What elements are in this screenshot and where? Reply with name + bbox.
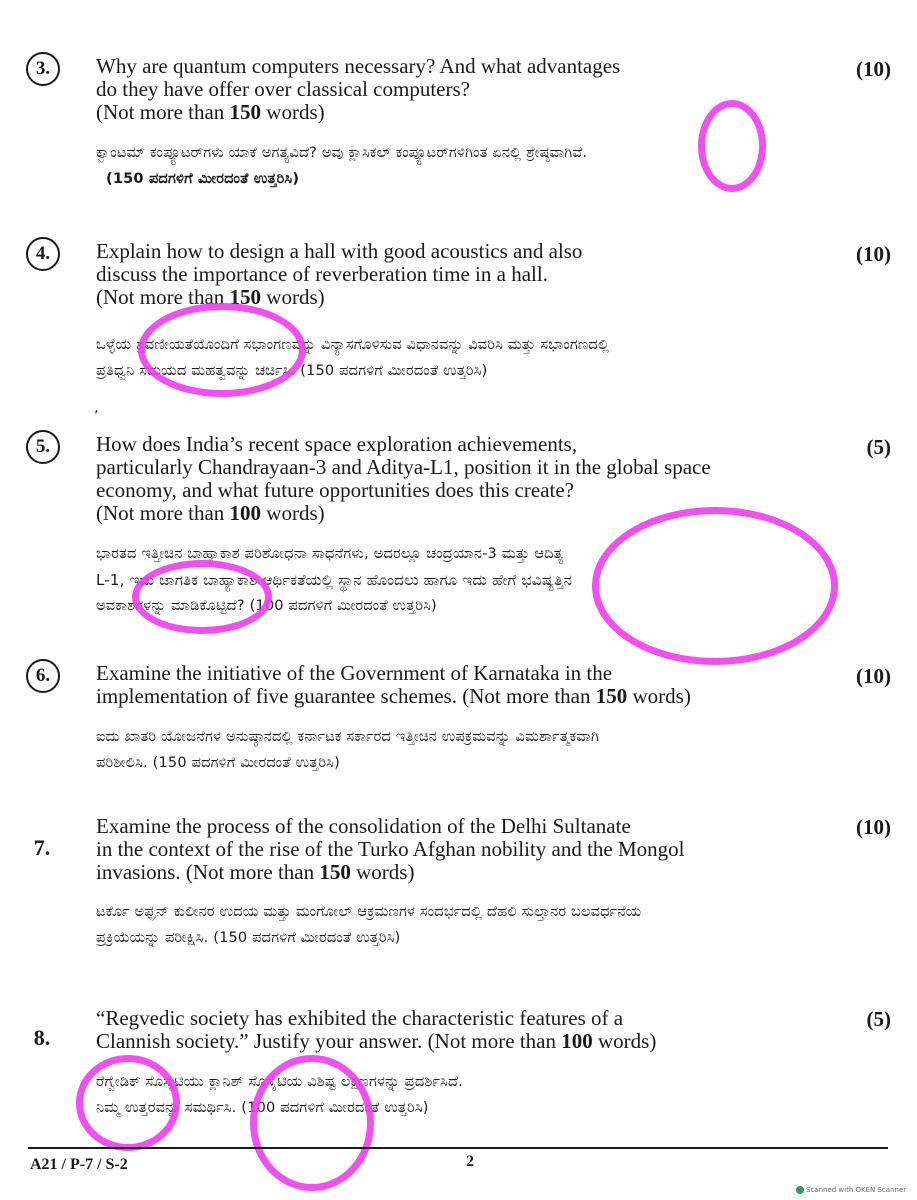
en-line: Explain how to design a hall with good acoustics and also — [96, 239, 583, 263]
en-line: Examine the process of the consolidation of the Delhi Sultanate — [96, 814, 631, 838]
page-number: 2 — [466, 1153, 474, 1170]
en-line: in the context of the rise of the Turko Afghan nobility and the Mongol — [96, 837, 685, 861]
en-line: How does India’s recent space exploration achievements, — [96, 432, 578, 456]
paper-code: A21 / P-7 / S-2 — [30, 1156, 128, 1173]
en-line: “Regvedic society has exhibited the characteristic features of a — [96, 1006, 624, 1030]
kn-line: ಭಾರತದ ಇತ್ತೀಚಿನ ಬಾಹ್ಯಾಕಾಶ ಪರಿಶೋಧನಾ ಸಾಧನೆಗಳು, ಅದರಲ್ಲೂ ಚಂದ್ರಯಾನ-3 ಮತ್ತು ಆದಿತ್ಯ — [96, 546, 564, 562]
question-number: 3. — [26, 52, 60, 86]
kn-line: ಪ್ರಕ್ರಿಯೆಯನ್ನು ಪರೀಕ್ಷಿಸಿ. (150 ಪದಗಳಿಗೆ ಮೀರದಂತೆ ಉತ್ತರಿಸಿ) — [96, 930, 401, 946]
question-marks: (10) — [856, 664, 891, 688]
en-line: Why are quantum computers necessary? And what advantages — [96, 54, 621, 78]
kn-line: ಪ್ರತಿಧ್ವನಿ ಸಮಯದ ಮಹತ್ವವನ್ನು ಚರ್ಚಿಸಿ. (150 ಪದಗಳಿಗೆ ಮೀರದಂತೆ ಉತ್ತರಿಸಿ) — [96, 363, 488, 379]
kn-line: ಕ್ವಾಂಟಮ್ ಕಂಪ್ಯೂಟರ್‌ಗಳು ಯಾಕೆ ಅಗತ್ಯವಿದೆ? ಅವು ಕ್ಲಾಸಿಕಲ್ ಕಂಪ್ಯೂಟರ್‌ಗಳಿಗಿಂತ ಏನಲ್ಲಿ ಶ್ರೇಷ್ಠವಾಗಿವೆ. — [96, 145, 588, 161]
question-text-kn — [96, 332, 896, 384]
question-marks: (10) — [856, 242, 891, 266]
question-text-en — [96, 662, 836, 708]
word-limit: (Not more than 100 words) — [96, 501, 325, 525]
word-limit: Clannish society.” Justify your answer. (Not more than 100 words) — [96, 1029, 657, 1053]
question-text-en — [96, 240, 816, 309]
question-text-en — [96, 433, 836, 525]
question-number: 4. — [26, 237, 60, 271]
kn-line: ಅವಕಾಶಗಳನ್ನು ಮಾಡಿಕೊಟ್ಟಿದೆ? (100 ಪದಗಳಿಗೆ ಮೀರದಂತೆ ಉತ್ತರಿಸಿ) — [96, 598, 437, 614]
question-text-en — [96, 815, 836, 884]
word-limit: (Not more than 150 words) — [96, 285, 325, 309]
kn-line: ರೆಗ್ವೇಡಿಕ್ ಸೊಸೈಟಿಯು ಕ್ಲಾನಿಶ್ ಸೊಸೈಟಿಯ ವಿಶಿಷ್ಟ ಲಕ್ಷಣಗಳನ್ನು ಪ್ರದರ್ಶಿಸಿದೆ. — [96, 1074, 463, 1090]
question-text-kn — [96, 140, 896, 192]
question-marks: (5) — [866, 1007, 891, 1031]
en-line: do they have offer over classical computers? — [96, 77, 470, 101]
kn-line: ನಿಮ್ಮ ಉತ್ತರವನ್ನು ಸಮರ್ಥಿಸಿ. (100 ಪದಗಳಿಗೆ ಮೀರದಂತೆ ಉತ್ತರಿಸಿ) — [96, 1100, 429, 1116]
word-limit: (Not more than 150 words) — [96, 100, 325, 124]
en-line: particularly Chandrayaan-3 and Aditya-L1, position it in the global space — [96, 455, 711, 479]
question-marks: (10) — [856, 57, 891, 81]
question-text-kn — [96, 899, 896, 951]
question-text-kn — [96, 1069, 896, 1121]
word-limit: invasions. (Not more than 150 words) — [96, 860, 415, 884]
footer-rule — [28, 1147, 888, 1149]
scanner-logo-icon — [796, 1186, 804, 1194]
en-line: Examine the initiative of the Government of Karnataka in the — [96, 661, 613, 685]
question-marks: (5) — [866, 435, 891, 459]
question-number: 7. — [33, 835, 51, 860]
word-limit: implementation of five guarantee schemes. (Not more than 150 words) — [96, 684, 691, 708]
question-text-kn — [96, 541, 896, 619]
question-marks: (10) — [856, 815, 891, 839]
kn-line: ಒಳ್ಳೆಯ ಶ್ರವಣೀಯತೆಯೊಂದಿಗೆ ಸಭಾಂಗಣವನ್ನು ವಿನ್ಯಾಸಗೊಳಿಸುವ ವಿಧಾನವನ್ನು ವಿವರಿಸಿ ಮತ್ತು ಸಭಾಂಗಣದಲ್ಲಿ — [96, 337, 610, 353]
kn-line: ಟರ್ಕೊ ಅಫ್ಘನ್ ಕುಲೀನರ ಉದಯ ಮತ್ತು ಮಂಗೋಲ್ ಆಕ್ರಮಣಗಳ ಸಂದರ್ಭದಲ್ಲಿ ದೆಹಲಿ ಸುಲ್ತಾನರ ಬಲವರ್ಧನೆಯ — [96, 904, 642, 920]
en-line: economy, and what future opportunities does this create? — [96, 478, 574, 502]
question-number: 5. — [26, 430, 60, 464]
question-text-en — [96, 1007, 836, 1053]
kn-line: L-1, ಇದು ಜಾಗತಿಕ ಬಾಹ್ಯಾಕಾಶ ಆರ್ಥಿಕತೆಯಲ್ಲಿ ಸ್ಥಾನ ಹೊಂದಲು ಹಾಗೂ ಇದು ಹೇಗೆ ಭವಿಷ್ಯತ್ತಿನ — [96, 571, 573, 589]
scanner-watermark: Scanned with OKEN Scanner — [796, 1186, 906, 1194]
en-line: discuss the importance of reverberation time in a hall. — [96, 262, 548, 286]
kn-line: ಐದು ಖಾತರಿ ಯೋಜನೆಗಳ ಅನುಷ್ಠಾನದಲ್ಲಿ ಕರ್ನಾಟಕ ಸರ್ಕಾರದ ಇತ್ತೀಚಿನ ಉಪಕ್ರಮವನ್ನು ವಿಮರ್ಶಾತ್ಮಕವಾಗಿ — [96, 729, 600, 745]
kn-line: ಪರಿಶೀಲಿಸಿ. (150 ಪದಗಳಿಗೆ ಮೀರದಂತೆ ಉತ್ತರಿಸಿ) — [96, 755, 340, 771]
question-number: 8. — [33, 1025, 51, 1050]
question-text-en — [96, 55, 816, 124]
question-text-kn — [96, 724, 896, 776]
question-number: 6. — [26, 659, 60, 693]
pen-tick-mark: ‚ — [94, 400, 99, 416]
kn-word-limit: (150 ಪದಗಳಿಗೆ ಮೀರದಂತೆ ಉತ್ತರಿಸಿ) — [106, 171, 300, 187]
